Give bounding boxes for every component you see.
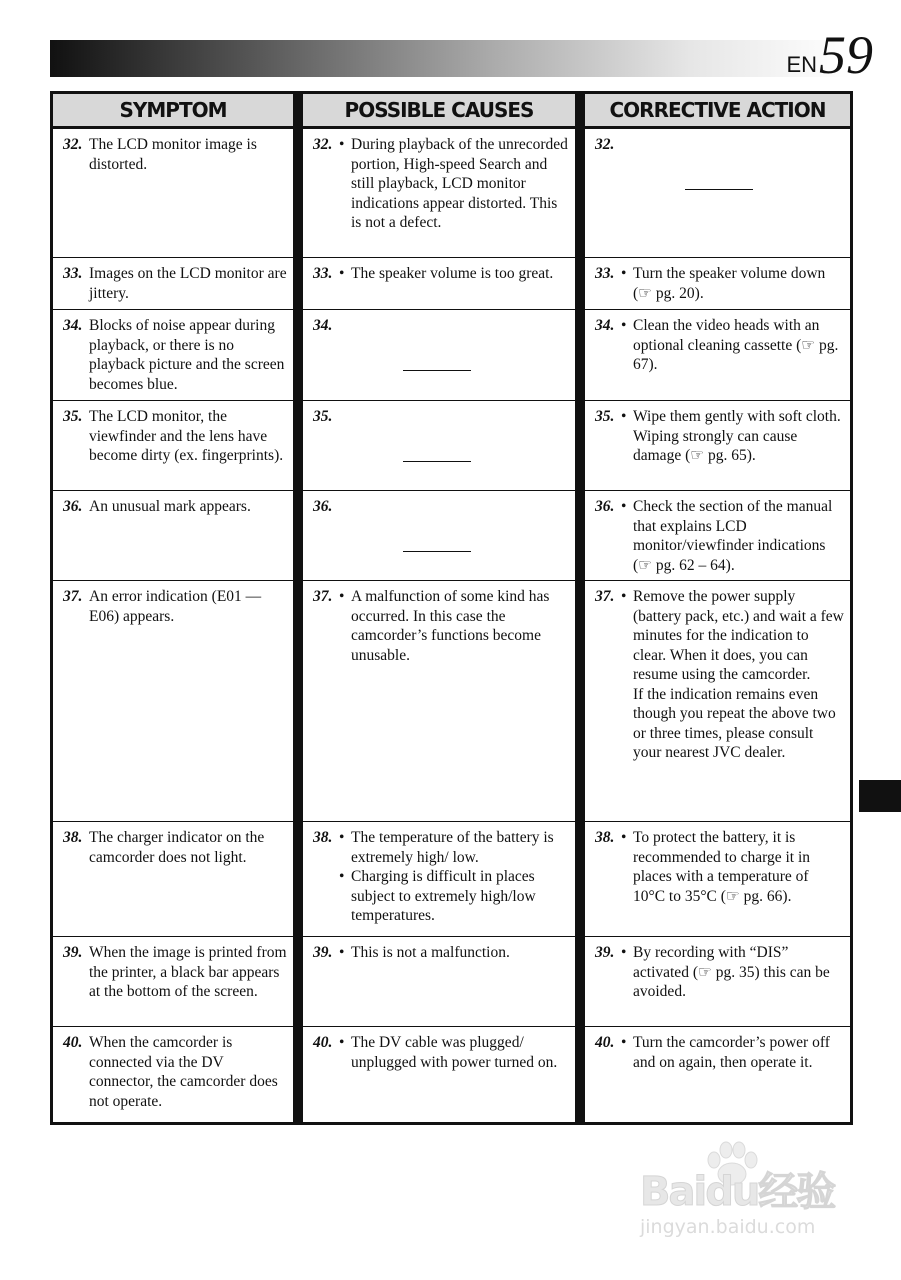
symptom-cell	[53, 129, 293, 258]
causes-cell	[303, 822, 575, 937]
actions-cell	[585, 491, 850, 581]
cause-entry	[313, 497, 569, 517]
actions-header: CORRECTIVE ACTION	[585, 94, 850, 129]
cause-text: This is not a malfunction.	[351, 944, 510, 961]
not-applicable-dash	[403, 461, 471, 462]
symptom-cell	[53, 491, 293, 581]
action-entry	[595, 1033, 844, 1072]
symptom-text: An unusual mark appears.	[89, 498, 251, 515]
page-number	[786, 25, 873, 85]
symptom-entry	[63, 407, 287, 466]
causes-column	[303, 94, 575, 1122]
item-number: 33.	[313, 265, 333, 282]
cause-list	[339, 943, 569, 963]
action-text: Turn the speaker volume down (☞ pg. 20).	[633, 265, 826, 302]
causes-cell	[303, 310, 575, 401]
action-item	[621, 264, 844, 303]
item-number: 36.	[595, 498, 615, 515]
bullet-mark: •	[621, 317, 627, 334]
symptom-entry	[63, 264, 287, 303]
not-applicable-dash	[403, 370, 471, 371]
cause-entry	[313, 316, 569, 336]
symptom-cell	[53, 1027, 293, 1122]
symptom-cell	[53, 258, 293, 310]
cause-list	[339, 587, 569, 665]
item-number: 36.	[63, 498, 83, 515]
cause-item	[339, 264, 569, 284]
cause-list	[339, 264, 569, 284]
item-number: 40.	[313, 1034, 333, 1051]
causes-cell	[303, 491, 575, 581]
action-list	[621, 1033, 844, 1072]
watermark-url: jingyan.baidu.com	[640, 1216, 816, 1238]
bullet-mark: •	[621, 408, 627, 425]
cause-text: The DV cable was plugged/ unplugged with power turned on.	[351, 1034, 558, 1071]
item-number: 38.	[63, 829, 83, 846]
action-entry	[595, 407, 844, 466]
symptom-entry	[63, 135, 287, 174]
cause-item	[339, 1033, 569, 1072]
cause-item	[339, 867, 569, 926]
page-number-value: 59	[819, 25, 873, 85]
actions-cell	[585, 401, 850, 491]
cause-text: The speaker volume is too great.	[351, 265, 554, 282]
bullet-mark: •	[621, 829, 627, 846]
item-number: 35.	[595, 408, 615, 425]
action-text: By recording with “DIS” activated (☞ pg. 35) this can be avoided.	[633, 944, 830, 1000]
action-text: Wipe them gently with soft cloth. Wiping strongly can cause damage (☞ pg. 65).	[633, 408, 841, 464]
cause-entry	[313, 407, 569, 427]
cause-text: A malfunction of some kind has occurred. In this case the camcorder’s functions become unusable.	[351, 588, 550, 664]
item-number: 36.	[313, 498, 333, 515]
cause-item	[339, 135, 569, 233]
cause-entry	[313, 135, 569, 233]
action-item	[621, 828, 844, 906]
action-entry	[595, 943, 844, 1002]
item-number: 34.	[595, 317, 615, 334]
item-number: 34.	[63, 317, 83, 334]
item-number: 34.	[313, 317, 333, 334]
actions-cell	[585, 937, 850, 1027]
action-text: Turn the camcorder’s power off and on again, then operate it.	[633, 1034, 830, 1071]
action-entry	[595, 587, 844, 763]
action-list	[621, 943, 844, 1002]
actions-cell	[585, 129, 850, 258]
cause-list	[339, 828, 569, 926]
not-applicable-dash	[403, 551, 471, 552]
causes-cell	[303, 258, 575, 310]
watermark-logo: Baidu经验	[640, 1169, 835, 1215]
cause-entry	[313, 1033, 569, 1072]
action-list	[621, 264, 844, 303]
action-list	[621, 407, 844, 466]
symptom-text: The LCD monitor, the viewfinder and the lens have become dirty (ex. fingerprints).	[89, 408, 284, 464]
cause-entry	[313, 587, 569, 665]
action-item	[621, 943, 844, 1002]
item-number: 37.	[313, 588, 333, 605]
bullet-mark: •	[621, 265, 627, 282]
actions-cell	[585, 581, 850, 822]
bullet-mark: •	[339, 944, 345, 961]
causes-cell	[303, 937, 575, 1027]
symptom-text: Images on the LCD monitor are jittery.	[89, 265, 287, 302]
symptom-text: Blocks of noise appear during playback, or there is no playback picture and the screen becomes blue.	[89, 317, 285, 393]
cause-entry	[313, 264, 569, 284]
bullet-mark: •	[339, 868, 345, 885]
symptom-entry	[63, 497, 287, 517]
cause-entry	[313, 828, 569, 926]
action-list	[621, 828, 844, 906]
action-entry	[595, 828, 844, 906]
header-gradient-bar	[50, 40, 850, 77]
action-item	[621, 1033, 844, 1072]
item-number: 40.	[63, 1034, 83, 1051]
bullet-mark: •	[621, 1034, 627, 1051]
action-list	[621, 587, 844, 763]
action-entry	[595, 264, 844, 303]
action-item	[621, 407, 844, 466]
symptom-column	[53, 94, 293, 1122]
not-applicable-dash	[685, 189, 753, 190]
item-number: 35.	[313, 408, 333, 425]
action-text: Remove the power supply (battery pack, etc.) and wait a few minutes for the indication to clear. When it does, you can resume using the camcorder.	[633, 588, 844, 683]
symptom-text: The charger indicator on the camcorder does not light.	[89, 829, 265, 866]
item-number: 33.	[595, 265, 615, 282]
actions-column	[585, 94, 850, 1122]
item-number: 40.	[595, 1034, 615, 1051]
cause-list	[339, 135, 569, 233]
action-entry	[595, 135, 844, 155]
section-tab-marker	[859, 780, 901, 812]
item-number: 38.	[313, 829, 333, 846]
bullet-mark: •	[339, 588, 345, 605]
bullet-mark	[621, 685, 633, 763]
item-number: 37.	[595, 588, 615, 605]
item-number: 39.	[595, 944, 615, 961]
action-item	[621, 497, 844, 575]
item-number: 32.	[595, 136, 615, 153]
symptom-cell	[53, 401, 293, 491]
actions-cell	[585, 1027, 850, 1122]
cause-text: The temperature of the battery is extremely high/ low.	[351, 829, 554, 866]
symptom-entry	[63, 316, 287, 394]
actions-cell	[585, 258, 850, 310]
item-number: 39.	[63, 944, 83, 961]
action-text: Check the section of the manual that explains LCD monitor/viewfinder indications (☞ pg. 62 – 64).	[633, 498, 833, 574]
actions-cell	[585, 822, 850, 937]
bullet-mark: •	[621, 588, 627, 605]
action-item	[621, 316, 844, 375]
cause-list	[339, 1033, 569, 1072]
causes-cell	[303, 129, 575, 258]
causes-cell	[303, 401, 575, 491]
bullet-mark: •	[621, 498, 627, 515]
action-list	[621, 497, 844, 575]
item-number: 33.	[63, 265, 83, 282]
action-item	[621, 685, 844, 763]
cause-item	[339, 943, 569, 963]
item-number: 37.	[63, 588, 83, 605]
actions-cell	[585, 310, 850, 401]
symptom-cell	[53, 581, 293, 822]
cause-item	[339, 828, 569, 867]
action-list	[621, 316, 844, 375]
symptom-text: When the camcorder is connected via the DV connector, the camcorder does not operate.	[89, 1034, 278, 1110]
cause-entry	[313, 943, 569, 963]
cause-text: Charging is difficult in places subject to extremely high/low temperatures.	[351, 868, 536, 924]
symptom-cell	[53, 822, 293, 937]
symptom-header: SYMPTOM	[53, 94, 293, 129]
action-text: To protect the battery, it is recommended to charge it in places with a temperature of 10°C to 35°C (☞ pg. 66).	[633, 829, 811, 905]
item-number: 32.	[313, 136, 333, 153]
cause-item	[339, 587, 569, 665]
cause-text: During playback of the unrecorded portion, High-speed Search and still playback, LCD monitor indications appear distorted. This is not a defect.	[351, 136, 568, 231]
bullet-mark: •	[339, 136, 345, 153]
item-number: 32.	[63, 136, 83, 153]
symptom-text: When the image is printed from the printer, a black bar appears at the bottom of the screen.	[89, 944, 287, 1000]
symptom-text: The LCD monitor image is distorted.	[89, 136, 257, 173]
causes-cell	[303, 581, 575, 822]
bullet-mark: •	[621, 944, 627, 961]
symptom-cell	[53, 937, 293, 1027]
action-entry	[595, 316, 844, 375]
causes-header: POSSIBLE CAUSES	[303, 94, 575, 129]
bullet-mark: •	[339, 1034, 345, 1051]
symptom-entry	[63, 587, 287, 626]
item-number: 39.	[313, 944, 333, 961]
action-entry	[595, 497, 844, 575]
bullet-mark: •	[339, 265, 345, 282]
action-text: If the indication remains even though you repeat the above two or three times, please consult your nearest JVC dealer.	[633, 685, 836, 761]
symptom-cell	[53, 310, 293, 401]
symptom-entry	[63, 1033, 287, 1111]
bullet-mark: •	[339, 829, 345, 846]
symptom-entry	[63, 828, 287, 867]
watermark	[640, 1140, 860, 1270]
action-item	[621, 587, 844, 685]
causes-cell	[303, 1027, 575, 1122]
action-text: Clean the video heads with an optional cleaning cassette (☞ pg. 67).	[633, 317, 839, 373]
page-prefix: EN	[786, 52, 817, 77]
troubleshooting-table	[50, 91, 853, 1125]
symptom-entry	[63, 943, 287, 1002]
item-number: 38.	[595, 829, 615, 846]
item-number: 35.	[63, 408, 83, 425]
symptom-text: An error indication (E01 — E06) appears.	[89, 588, 262, 625]
